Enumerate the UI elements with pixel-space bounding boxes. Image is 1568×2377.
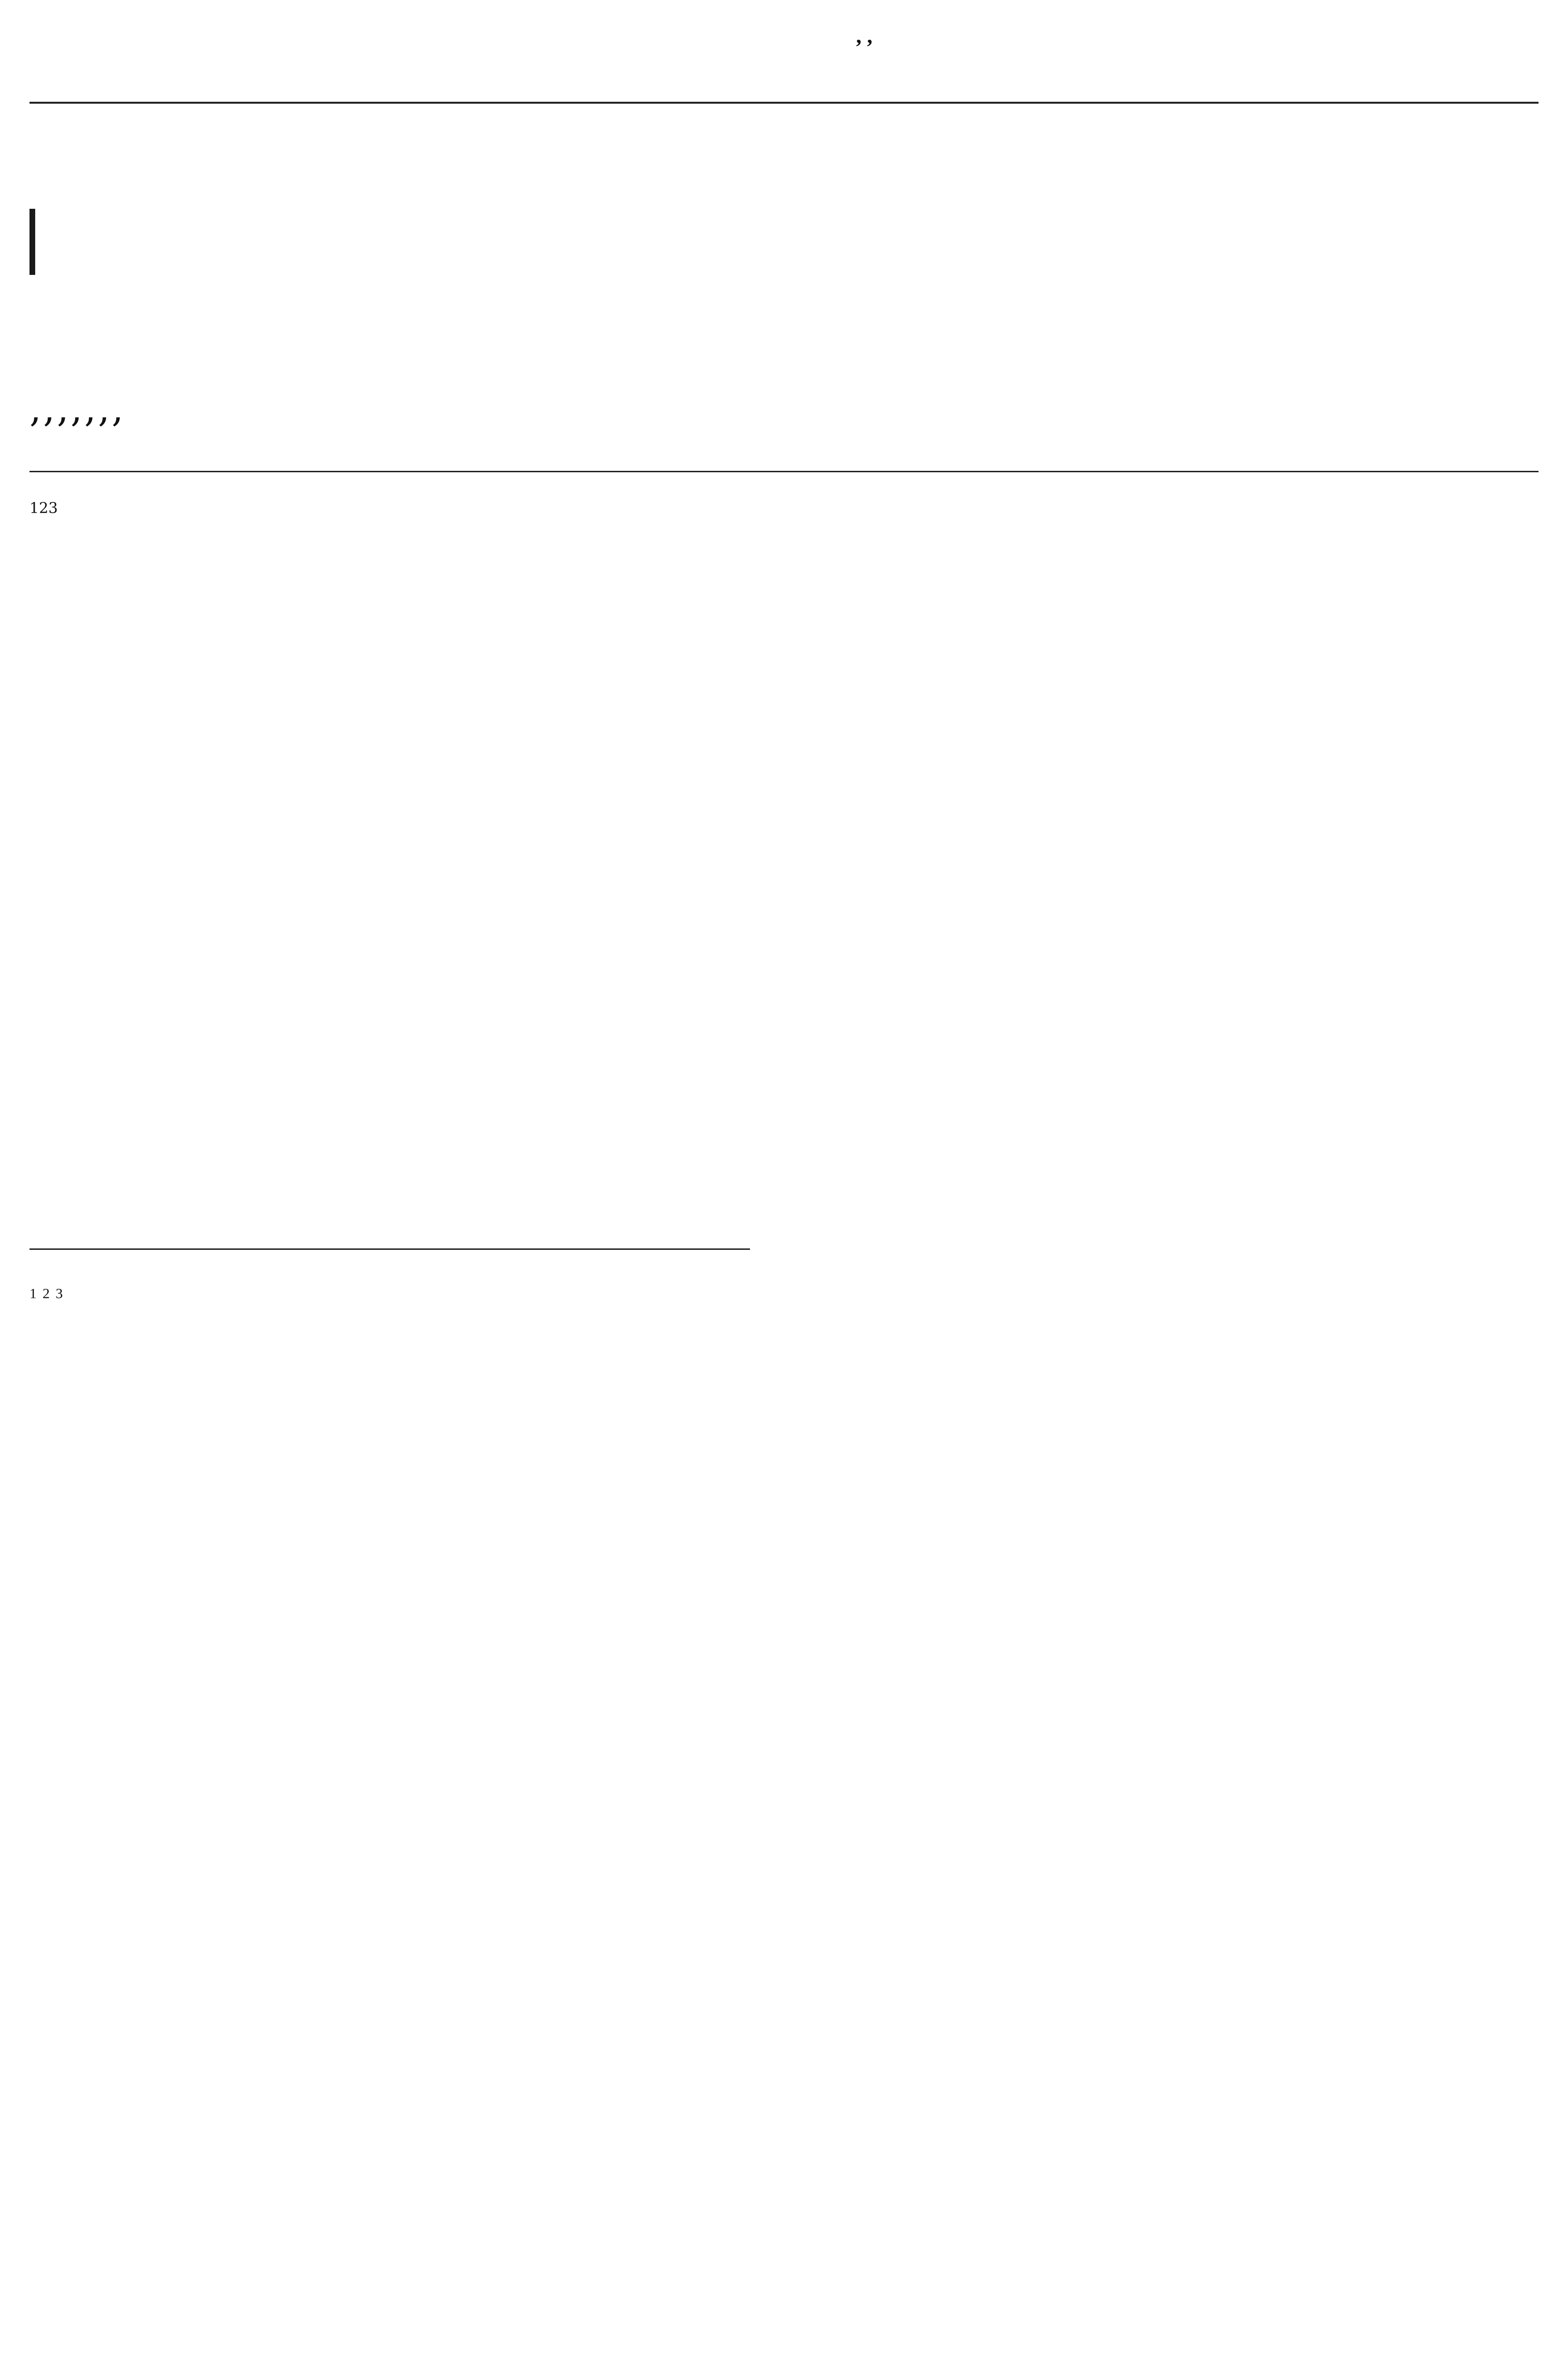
- authors-rule: [29, 1248, 750, 1250]
- running-header-contact: [856, 62, 932, 87]
- cn-article-info: 123: [29, 499, 58, 517]
- header-rule: [29, 102, 1539, 104]
- paper-title-cn: [29, 202, 1542, 282]
- author-list-cn: ,,,,,,,: [29, 388, 126, 430]
- en-article-info: $^1$ $^2$ $^3$: [29, 1286, 63, 1302]
- title-rule: [29, 471, 1539, 472]
- title-first-char: [29, 209, 35, 275]
- running-header-journal: , ,: [856, 23, 873, 48]
